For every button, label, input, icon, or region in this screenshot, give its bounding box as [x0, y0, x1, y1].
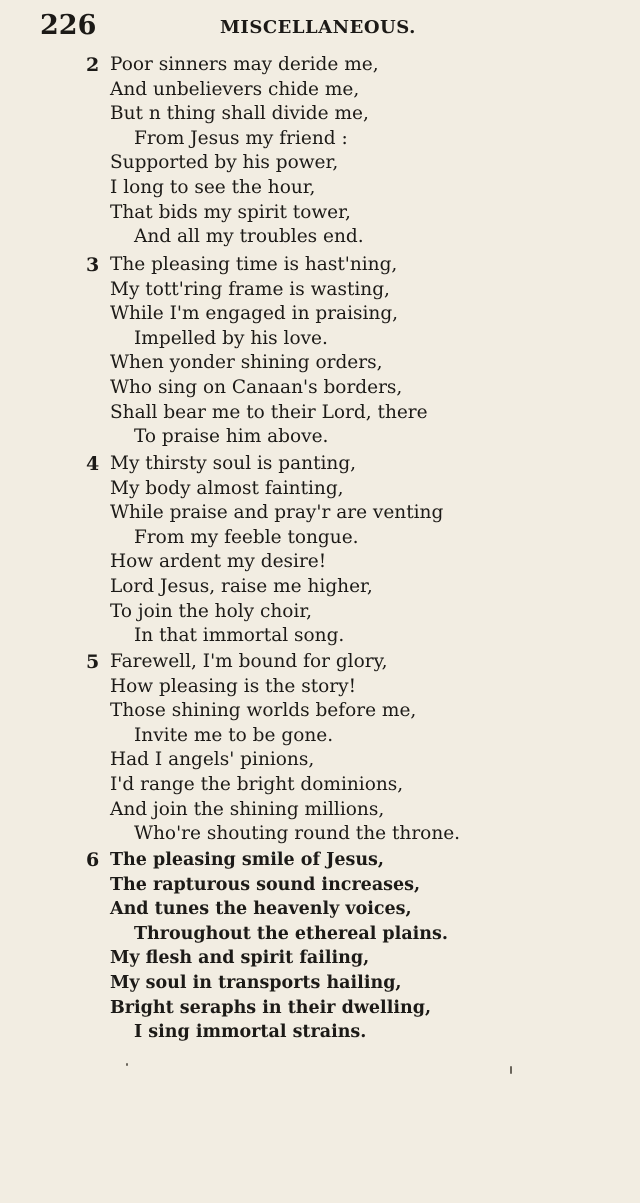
verse-line: The pleasing time is hast'ning, — [110, 254, 398, 275]
verse-line: The pleasing smile of Jesus, — [110, 850, 385, 870]
verse-number: 4 — [86, 453, 100, 475]
verse-line: Invite me to be gone. — [134, 724, 334, 746]
verse-line: I sing immortal strains. — [134, 1022, 367, 1043]
verse-line: And unbelievers chide me, — [110, 78, 360, 100]
verse-line: And tunes the heavenly voices, — [110, 899, 412, 920]
verse-line: Who're shouting round the throne. — [134, 823, 461, 845]
verse-line: Bright seraphs in their dwelling, — [110, 997, 432, 1018]
verse-line: Shall bear me to their Lord, there — [110, 401, 428, 423]
verse-line: I long to see the hour, — [110, 177, 316, 198]
verse-line: My body almost fainting, — [110, 477, 344, 499]
verse-line: My flesh and spirit failing, — [110, 948, 370, 969]
verse-number: 2 — [86, 54, 100, 76]
page-number: 226 — [40, 10, 97, 41]
verse-line: From my feeble tongue. — [134, 526, 359, 548]
print-speck — [510, 1066, 512, 1074]
verse-number: 6 — [86, 849, 100, 871]
verse-line: I'd range the bright dominions, — [110, 774, 404, 795]
verse-line: To join the holy choir, — [110, 600, 313, 622]
verse-line: In that immortal song. — [134, 625, 345, 647]
verse-line: Throughout the ethereal plains. — [134, 923, 448, 944]
verse-line: And all my troubles end. — [134, 226, 364, 248]
verse-number: 5 — [86, 651, 100, 673]
verse-line: That bids my spirit tower, — [110, 201, 351, 223]
running-head: MISCELLANEOUS. — [220, 17, 416, 38]
verse-line: From Jesus my friend : — [134, 127, 348, 149]
verse-number: 3 — [86, 254, 100, 276]
verse-line: But n thing shall divide me, — [110, 103, 369, 125]
verse-line: To praise him above. — [134, 426, 329, 448]
verse-line: My soul in transports hailing, — [110, 973, 402, 993]
verse-line: The rapturous sound increases, — [110, 874, 421, 895]
verse-line: Farewell, I'm bound for glory, — [110, 651, 388, 672]
verse-line: My tott'ring frame is wasting, — [110, 278, 390, 300]
verse-line: Supported by his power, — [110, 152, 339, 174]
verse-line: Who sing on Canaan's borders, — [110, 377, 403, 398]
verse-line: How pleasing is the story! — [110, 675, 357, 697]
verse-line: My thirsty soul is panting, — [110, 453, 357, 474]
verse-line: And join the shining millions, — [110, 798, 385, 820]
verse-line: When yonder shining orders, — [110, 352, 383, 374]
verse-line: While praise and pray'r are venting — [110, 502, 444, 524]
verse-line: Poor sinners may deride me, — [110, 54, 379, 75]
print-speck — [126, 1063, 128, 1066]
verse-line: Had I angels' pinions, — [110, 749, 315, 771]
verse-line: Those shining worlds before me, — [110, 700, 417, 722]
verse-line: While I'm engaged in praising, — [110, 303, 399, 325]
verse-line: Lord Jesus, raise me higher, — [110, 576, 373, 597]
verse-line: How ardent my desire! — [110, 551, 327, 573]
verse-line: Impelled by his love. — [134, 327, 328, 349]
